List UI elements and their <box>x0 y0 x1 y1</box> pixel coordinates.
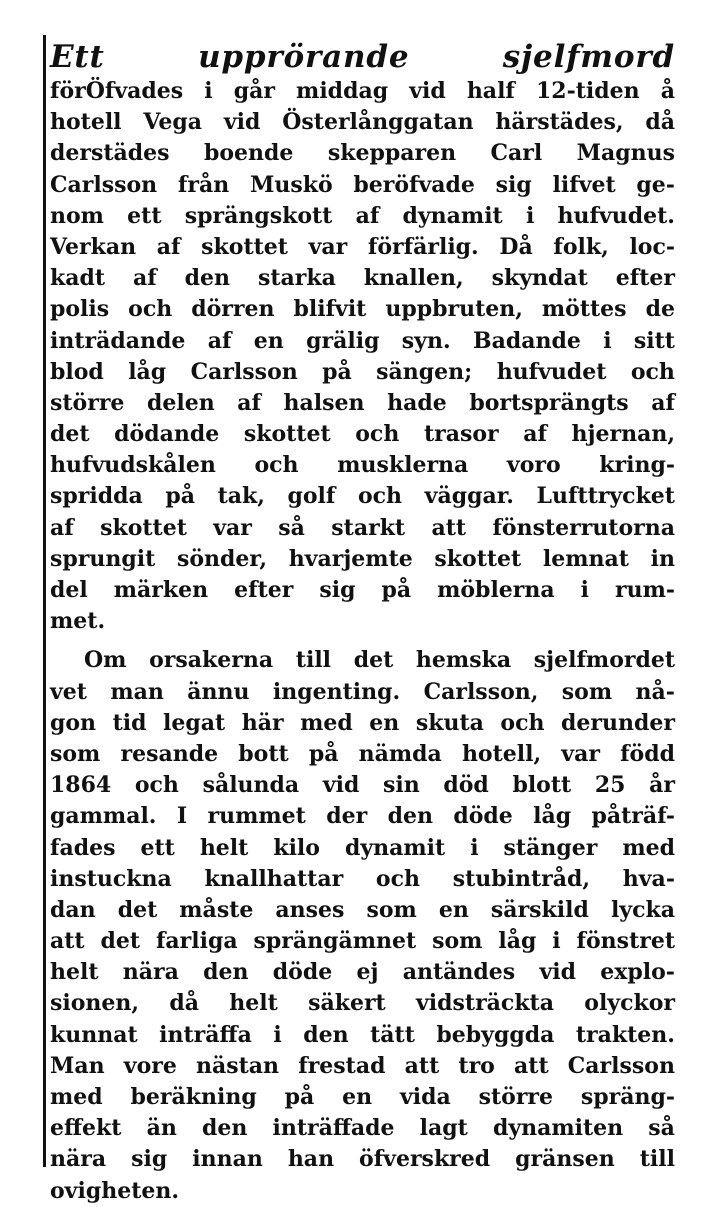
article-word: af <box>651 389 675 416</box>
article-word: och <box>355 421 400 448</box>
article-word: härstädes, <box>495 109 624 136</box>
column-rule <box>43 35 46 1167</box>
article-word: kunnat <box>50 1021 138 1048</box>
article-word: möblerna <box>437 577 555 603</box>
article-word: Carlsson <box>190 358 298 385</box>
article-word: sönder, <box>176 545 268 572</box>
article-word: det <box>353 647 394 674</box>
article-word: till <box>639 1146 675 1173</box>
article-word: ovigheten. <box>50 1177 180 1204</box>
article-word: som <box>366 896 417 923</box>
article-word: spräng- <box>580 1084 675 1110</box>
article-word: 1864 <box>50 772 112 799</box>
article-word: en <box>253 327 284 354</box>
article-word: och <box>134 772 179 799</box>
article-word: än <box>146 1115 177 1142</box>
article-word: blott <box>512 772 572 799</box>
article-line <box>50 1082 675 1113</box>
article-word: upprörande <box>198 39 410 75</box>
article-word: ingenting. <box>272 678 401 705</box>
article-word: af <box>355 202 380 229</box>
article-word: lycka <box>610 896 675 923</box>
article-word: hemska <box>415 647 512 674</box>
article-word: gränsen <box>515 1146 615 1173</box>
article-word: bortsprängts <box>469 389 629 416</box>
article-word: resande <box>120 740 219 767</box>
article-word: förÖfvades <box>50 78 184 104</box>
article-word: skepparen <box>327 140 457 167</box>
article-word: vid <box>223 109 261 136</box>
article-word: skottet <box>201 233 288 260</box>
article-word: den <box>203 959 249 986</box>
article-word: den <box>387 803 433 830</box>
article-line <box>50 575 675 606</box>
article-line <box>50 294 675 325</box>
article-word: vida <box>399 1084 451 1110</box>
article-word: innan <box>192 1146 263 1173</box>
article-word: går <box>233 78 275 104</box>
article-word: den <box>201 1115 248 1142</box>
article-line <box>50 76 675 107</box>
article-word: sprängämnet <box>253 928 417 955</box>
article-word: lifvet <box>552 171 616 198</box>
article-line <box>50 263 675 294</box>
article-word: inträdande <box>50 327 186 354</box>
article-word: beräkning <box>130 1084 257 1110</box>
article-word: å <box>660 78 675 104</box>
article-word: då <box>645 109 675 136</box>
article-word: fönsterrutorna <box>492 514 675 541</box>
article-word: var <box>561 740 600 767</box>
article-word: de <box>645 296 675 323</box>
article-word: hade <box>387 389 447 416</box>
article-word: Verkan <box>50 233 137 260</box>
article-word: i <box>603 327 612 354</box>
article-word: delen <box>146 389 215 416</box>
article-word: som <box>50 740 101 767</box>
article-word: förfärlig. <box>367 233 479 260</box>
article-word: med <box>50 1084 103 1110</box>
article-word: Österlånggatan <box>282 109 474 136</box>
article-word: inträffade <box>272 1115 395 1142</box>
article-word: sjelfmord <box>502 39 675 75</box>
article-line <box>50 864 675 895</box>
article-word: låg <box>128 358 167 385</box>
article-word: tak, <box>217 483 265 510</box>
article-word: skyndat <box>491 265 588 292</box>
article-word: att <box>431 514 467 541</box>
article-word: helt <box>50 959 99 986</box>
article-word: var <box>213 514 252 541</box>
article-word: i <box>552 928 561 955</box>
article-word: ett <box>140 834 175 861</box>
article-line <box>50 388 675 419</box>
article-word: att <box>404 1052 440 1079</box>
article-word: polis <box>50 296 110 323</box>
article-word: född <box>620 740 675 767</box>
article-word: låg <box>533 803 572 830</box>
article-word: met. <box>50 608 106 635</box>
article-line <box>50 677 675 708</box>
article-word: i <box>470 834 479 861</box>
article-word: att <box>50 928 85 955</box>
article-word: explo- <box>600 959 675 986</box>
article-word: påträf- <box>591 803 675 830</box>
article-word: folk, <box>553 233 609 260</box>
article-word: 12-tiden <box>535 78 640 104</box>
article-word: Ett <box>50 39 105 75</box>
article-word: på <box>165 483 195 510</box>
article-word: der <box>326 803 368 830</box>
article-word: anses <box>275 896 345 923</box>
article-word: i <box>204 78 213 104</box>
article-word: och <box>254 452 299 479</box>
article-word: hufvudet <box>496 358 607 385</box>
article-word: gammal. <box>50 803 157 830</box>
article-paragraph-1 <box>50 76 675 637</box>
article-word: skottet <box>434 545 522 572</box>
article-word: sjelfmordet <box>533 647 675 674</box>
article-word: och <box>630 358 675 385</box>
article-word: in <box>650 545 675 572</box>
article-word: öfverskred <box>359 1146 491 1173</box>
article-word: rummet <box>207 803 306 830</box>
article-word: hufvudskålen <box>50 452 216 479</box>
article-word: Carlsson, <box>423 678 539 705</box>
article-word: han <box>287 1146 335 1173</box>
article-line <box>50 1144 675 1175</box>
article-word: fades <box>50 834 116 861</box>
article-word: vid <box>539 959 576 986</box>
article-word: och <box>128 296 173 323</box>
article-word: hufvudet. <box>557 202 675 229</box>
article-line <box>50 926 675 957</box>
article-word: sig <box>319 577 356 603</box>
article-word: på <box>308 740 339 767</box>
article-word: hotell <box>50 109 122 136</box>
article-word: särskild <box>490 896 589 923</box>
article-word: vore <box>123 1052 177 1079</box>
article-word: att <box>514 1052 549 1079</box>
article-word: voro <box>506 452 561 479</box>
article-word: då <box>169 990 199 1017</box>
article-word: ännu <box>187 678 250 705</box>
article-word: olyckor <box>584 990 675 1017</box>
article-word: Man <box>50 1052 105 1079</box>
article-word: efter <box>234 577 294 603</box>
article-word: uppbruten, <box>385 296 523 323</box>
article-word: i <box>525 202 535 229</box>
article-line <box>50 232 675 263</box>
article-word: som <box>561 678 613 705</box>
article-word: Då <box>499 233 533 260</box>
article-word: nämda <box>358 740 442 767</box>
article-word: dynamiten <box>492 1115 624 1142</box>
article-line <box>50 1113 675 1144</box>
article-word: Badande <box>472 327 581 354</box>
article-line <box>50 606 675 637</box>
article-word: dan <box>50 896 96 923</box>
article-line <box>50 708 675 739</box>
article-word: syn. <box>401 327 451 354</box>
article-word: vet <box>50 678 87 705</box>
article-word: orsakerna <box>149 647 274 674</box>
article-line <box>50 513 675 544</box>
article-line <box>50 357 675 388</box>
article-word: halsen <box>283 389 365 416</box>
article-word: af <box>207 327 232 354</box>
article-word: det <box>117 896 158 923</box>
article-word: så <box>648 1115 675 1142</box>
article-word: boende <box>203 140 294 167</box>
article-line <box>50 544 675 575</box>
article-word: den <box>303 1021 349 1048</box>
article-word: derstädes <box>50 140 170 167</box>
article-line <box>50 481 675 512</box>
article-word: stubintråd, <box>452 865 591 892</box>
article-line <box>50 138 675 169</box>
article-word: Magnus <box>576 140 675 167</box>
article-word: här <box>241 709 284 736</box>
article-word: efter <box>615 265 675 292</box>
article-word: effekt <box>50 1115 122 1142</box>
article-word: hva- <box>622 865 675 892</box>
article-word: och <box>500 709 545 736</box>
article-word: hjernan, <box>571 421 675 448</box>
article-word: loc- <box>629 233 675 260</box>
article-word: så <box>278 514 305 541</box>
article-word: trasor <box>423 421 499 448</box>
article-word: säkert <box>308 990 386 1017</box>
article-line <box>50 957 675 988</box>
article-word: döde <box>272 959 333 986</box>
article-word: trakten. <box>575 1021 675 1048</box>
article-word: dynamit <box>344 834 446 861</box>
article-word: Lufttrycket <box>536 483 675 510</box>
article-word: stänger <box>503 834 598 861</box>
article-word: blod <box>50 358 104 385</box>
article-word: knallen, <box>363 265 464 292</box>
article-word: lemnat <box>542 545 629 572</box>
article-word: sig <box>131 1146 168 1173</box>
article-line <box>50 801 675 832</box>
article-word: vid <box>322 772 360 799</box>
article-word: sprängskott <box>184 202 333 229</box>
article-word: nå- <box>635 678 675 705</box>
article-word: bebyggda <box>436 1021 555 1048</box>
article-line <box>50 988 675 1019</box>
article-word: af <box>156 233 181 260</box>
article-word: möttes <box>541 296 627 323</box>
article-word: den <box>184 265 231 292</box>
article-word: sängen; <box>376 358 473 385</box>
article-word: legat <box>163 709 226 736</box>
article-word: Carlsson <box>50 171 158 198</box>
article-word: nom <box>50 202 104 229</box>
article-paragraph-2 <box>50 645 675 1206</box>
article-word: dörren <box>191 296 275 323</box>
article-line <box>50 107 675 138</box>
article-word: sionen, <box>50 990 140 1017</box>
article-line <box>50 645 675 676</box>
article-word: tro <box>458 1052 495 1079</box>
article-word: en <box>342 1084 373 1110</box>
article-word: I <box>176 803 188 830</box>
article-word: kring- <box>599 452 675 479</box>
article-word: var <box>308 233 348 260</box>
article-word: starkt <box>331 514 406 541</box>
paragraph-spacing <box>50 637 675 645</box>
article-word: grälig <box>306 327 380 354</box>
article-word: Carlsson <box>567 1052 675 1079</box>
article-line <box>50 770 675 801</box>
article-word: med <box>622 834 675 861</box>
article-word: märken <box>113 577 209 603</box>
article-word: hvarjemte <box>288 545 413 572</box>
article-word: af <box>132 265 157 292</box>
article-word: och <box>357 483 403 510</box>
article-word: bott <box>238 740 289 767</box>
article-word: kadt <box>50 265 106 292</box>
article-word: vidsträckta <box>416 990 554 1017</box>
article-word: sitt <box>633 327 675 354</box>
article-word: döde <box>453 803 513 830</box>
article-word: det <box>100 928 141 955</box>
article-word: blifvit <box>293 296 367 323</box>
article-word: det <box>50 421 90 448</box>
article-word: väggar. <box>424 483 514 510</box>
article-word: skottet <box>100 514 187 541</box>
article-word: af <box>50 514 74 541</box>
article-word: gon <box>50 709 97 736</box>
article-word: i <box>580 577 589 603</box>
article-word: inträffa <box>159 1021 252 1048</box>
article-word: dödande <box>114 421 220 448</box>
article-word: i <box>273 1021 282 1048</box>
article-line <box>50 895 675 926</box>
article-line <box>50 1020 675 1051</box>
article-word: sålunda <box>202 772 300 799</box>
article-word: sin <box>382 772 420 799</box>
article-word: år <box>649 772 675 799</box>
article-word: en <box>438 896 469 923</box>
article-word: sprungit <box>50 545 156 572</box>
article-word: en <box>369 709 400 736</box>
article-word: kilo <box>273 834 320 861</box>
article-line <box>50 739 675 770</box>
article-line <box>50 833 675 864</box>
article-word: farliga <box>155 928 238 955</box>
article-word: hotell, <box>461 740 542 767</box>
article-word: frestad <box>298 1052 386 1079</box>
article-line <box>50 326 675 357</box>
article-word: starka <box>257 265 336 292</box>
article-word: fönstret <box>576 928 675 955</box>
article-word: del <box>50 577 88 603</box>
article-word: dynamit <box>402 202 503 229</box>
article-word: helt <box>199 834 249 861</box>
article-word: rum- <box>615 577 675 603</box>
article-word: af <box>523 421 547 448</box>
article-headline <box>50 38 675 76</box>
article-word: från <box>177 171 230 198</box>
article-word: som <box>432 928 483 955</box>
article-word: måste <box>179 896 254 923</box>
article-line <box>50 450 675 481</box>
article-word: nästan <box>196 1052 280 1079</box>
article-word: tätt <box>370 1021 415 1048</box>
article-word: Om <box>84 647 127 674</box>
article-word: död <box>443 772 489 799</box>
article-line <box>50 419 675 450</box>
article-word: spridda <box>50 483 143 510</box>
article-word: nära <box>50 1146 107 1173</box>
article-word: till <box>295 647 332 674</box>
article-word: antändes <box>402 959 516 986</box>
article-word: sig <box>495 171 532 198</box>
article-word: skottet <box>243 421 331 448</box>
article-word: ett <box>127 202 162 229</box>
article-word: skuta <box>415 709 484 736</box>
article-word: lagt <box>419 1115 468 1142</box>
article-line <box>50 1176 675 1207</box>
article-word: half <box>466 78 515 104</box>
article-word: Muskö <box>249 171 333 198</box>
article-word: derunder <box>561 709 675 736</box>
article-word: golf <box>287 483 336 510</box>
article-word: låg <box>498 928 537 955</box>
article-word: ge- <box>636 171 675 198</box>
article-word: på <box>381 577 412 603</box>
article-word: större <box>478 1084 553 1110</box>
article-word: af <box>237 389 261 416</box>
article-word: instuckna <box>50 865 172 892</box>
article-line <box>50 170 675 201</box>
article-word: tid <box>112 709 147 736</box>
article-word: middag <box>296 78 389 104</box>
article-word: musklerna <box>337 452 469 479</box>
article-word: ej <box>356 959 379 986</box>
article-word: Vega <box>143 109 203 136</box>
article-word: med <box>300 709 353 736</box>
article-line <box>50 1051 675 1082</box>
article-word: på <box>284 1084 315 1110</box>
article-word: Carl <box>490 140 543 167</box>
article-word: man <box>110 678 164 705</box>
article-word: nära <box>122 959 179 986</box>
article-word: och <box>375 865 420 892</box>
article-line <box>50 201 675 232</box>
article-word: vid <box>409 78 446 104</box>
article-word: på <box>322 358 352 385</box>
article <box>50 28 675 1204</box>
article-word: knallhattar <box>204 865 344 892</box>
article-word: beröfvade <box>353 171 475 198</box>
article-word: 25 <box>594 772 626 799</box>
article-word: helt <box>229 990 278 1017</box>
article-word: större <box>50 389 125 416</box>
